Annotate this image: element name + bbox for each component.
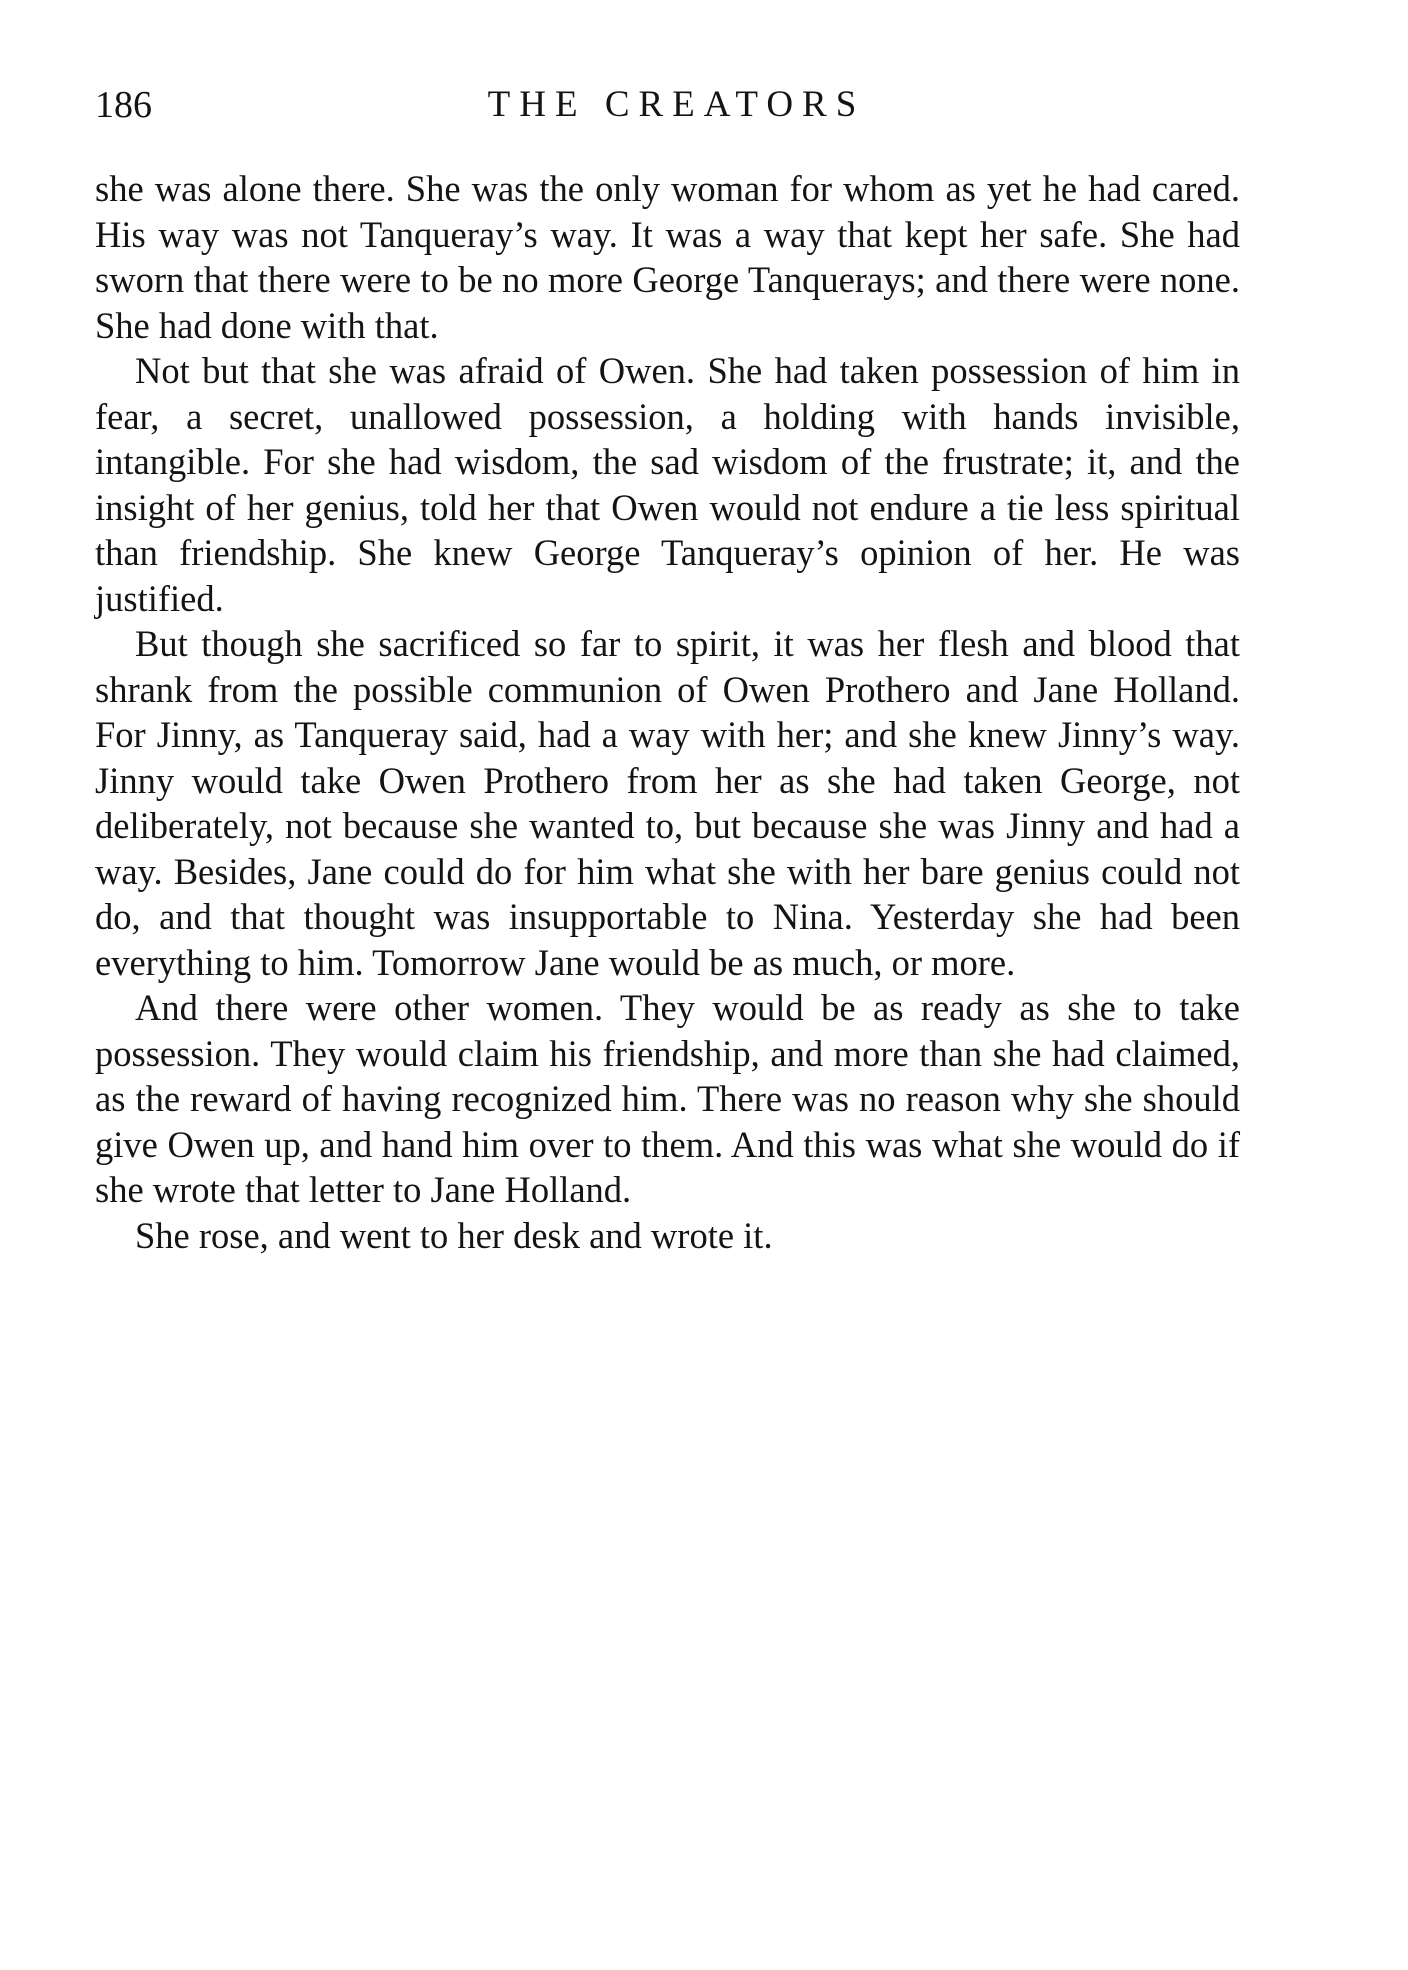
paragraph: she was alone there. She was the only woman for whom as yet he had cared. His way was not Tanqueray’s way. It was a way that kept her safe. She had sworn that there were to be no more George Tanquerays; and there were none. She had done with that. <box>95 168 1240 346</box>
paragraph: She rose, and went to her desk and wrote it. <box>135 1214 773 1256</box>
running-title: THE CREATORS <box>487 84 866 125</box>
paragraph: And there were other women. They would be as ready as she to take possession. They would claim his friendship, and more than she had claimed, as the reward of having recognized him. There was no reason why she should give Owen up, and hand him over to them. And this was what she would do if she wrote that letter to Jane Holland. <box>95 987 1240 1210</box>
paragraph: Not but that she was afraid of Owen. She had taken possession of him in fear, a secret, unallowed possession, a holding with hands invisible, intangible. For she had wisdom, the sad wisdom of the frustrate; it, and the insight of her genius, told her that Owen would not endure a tie less spiritual than friendship. She knew George Tanqueray’s opinion of her. He was justified. <box>95 350 1240 619</box>
running-head <box>95 80 1240 130</box>
body-text <box>95 166 1240 1258</box>
paragraph: But though she sacrificed so far to spirit, it was her flesh and blood that shrank from the possible communion of Owen Prothero and Jane Holland. For Jinny, as Tanqueray said, had a way with her; and she knew Jinny’s way. Jinny would take Owen Prothero from her as she had taken George, not deliberately, not because she wanted to, but because she was Jinny and had a way. Besides, Jane could do for him what she with her bare genius could not do, and that thought was insupportable to Nina. Yesterday she had been everything to him. Tomorrow Jane would be as much, or more. <box>95 623 1240 983</box>
page-number: 186 <box>95 84 152 126</box>
